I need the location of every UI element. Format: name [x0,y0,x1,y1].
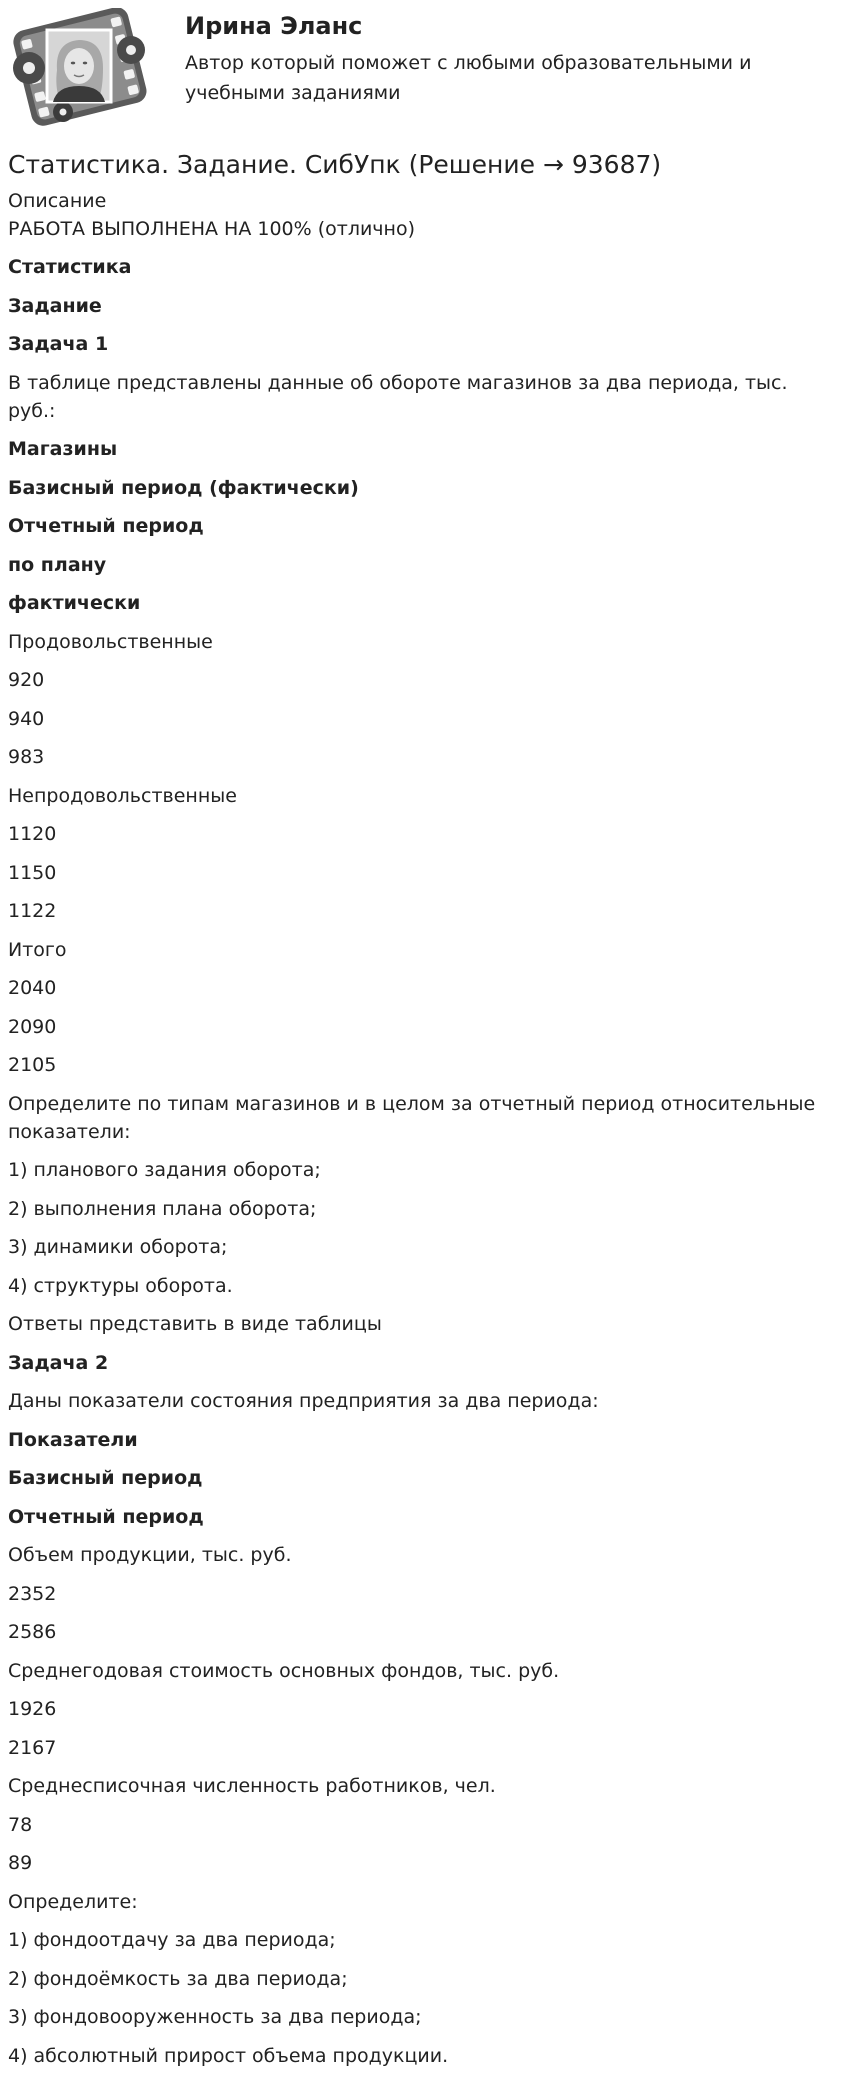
content-line: Определите по типам магазинов и в целом за отчетный период относительные показатели: [8,1092,816,1143]
page-title: Статистика. Задание. СибУпк (Решение → 93687) [8,150,662,179]
content-line: 4) структуры оборота. [8,1274,233,1297]
content-line: Определите: [8,1890,138,1913]
content-line: по плану [8,553,107,576]
author-description: Автор который поможет с любыми образовательными и учебными заданиями [185,52,752,104]
content-line: Среднегодовая стоимость основных фондов, тыс. руб. [8,1659,560,1682]
status-text: РАБОТА ВЫПОЛНЕНА НА 100% (отлично) [8,218,415,240]
content-line: 1122 [8,900,57,922]
content-line: 2105 [8,1054,57,1076]
content-line: 78 [8,1813,33,1836]
author-avatar[interactable] [7,8,150,126]
content-line: 3) фондовооруженность за два периода; [8,2006,422,2028]
content-line: Базисный период (фактически) [8,476,359,499]
content-line: Магазины [8,438,118,460]
description-label: Описание [8,190,107,212]
content-line: Среднесписочная численность работников, чел. [8,1775,496,1797]
author-name[interactable]: Ирина Эланс [185,12,363,40]
content-line: 940 [8,707,45,730]
content-line: 2167 [8,1736,57,1759]
content-line: 983 [8,746,45,768]
content-line: 89 [8,1852,33,1874]
content-line: 1926 [8,1698,57,1720]
content-line: Задание [8,294,102,317]
content-line: Базисный период [8,1467,203,1489]
content-line: В таблице представлены данные об обороте магазинов за два периода, тыс. руб.: [8,371,788,422]
content-line: 2090 [8,1015,57,1038]
content-line: фактически [8,592,141,614]
content-line: Отчетный период [8,1505,204,1528]
content-line: 1) фондоотдачу за два периода; [8,1929,336,1951]
content-line: Статистика [8,256,132,278]
content-line: Ответы представить в виде таблицы [8,1313,382,1335]
content-line: 1150 [8,861,57,884]
content-line: Непродовольственные [8,784,237,807]
content-line: 4) абсолютный прирост объема продукции. [8,2044,449,2067]
content-line: 2352 [8,1582,57,1605]
content-line: Объем продукции, тыс. руб. [8,1544,292,1566]
content-line: Даны показатели состояния предприятия за два периода: [8,1390,599,1412]
content-line: 3) динамики оборота; [8,1236,228,1258]
content-line: 2040 [8,977,57,999]
content-line: 1) планового задания оборота; [8,1159,321,1181]
content-line: 2) фондоёмкость за два периода; [8,1967,348,1990]
description-body [8,253,838,2080]
content-line: 2) выполнения плана оборота; [8,1197,317,1220]
content-line: 1120 [8,823,57,845]
content-line: Показатели [8,1428,138,1451]
content-line: Итого [8,938,67,961]
content-line: Отчетный период [8,515,204,537]
content-line: Задача 2 [8,1351,109,1374]
content-line: Продовольственные [8,630,213,653]
content-line: 920 [8,669,45,691]
content-line: 2586 [8,1621,57,1643]
author-card [0,0,847,135]
content-line: Задача 1 [8,333,109,355]
